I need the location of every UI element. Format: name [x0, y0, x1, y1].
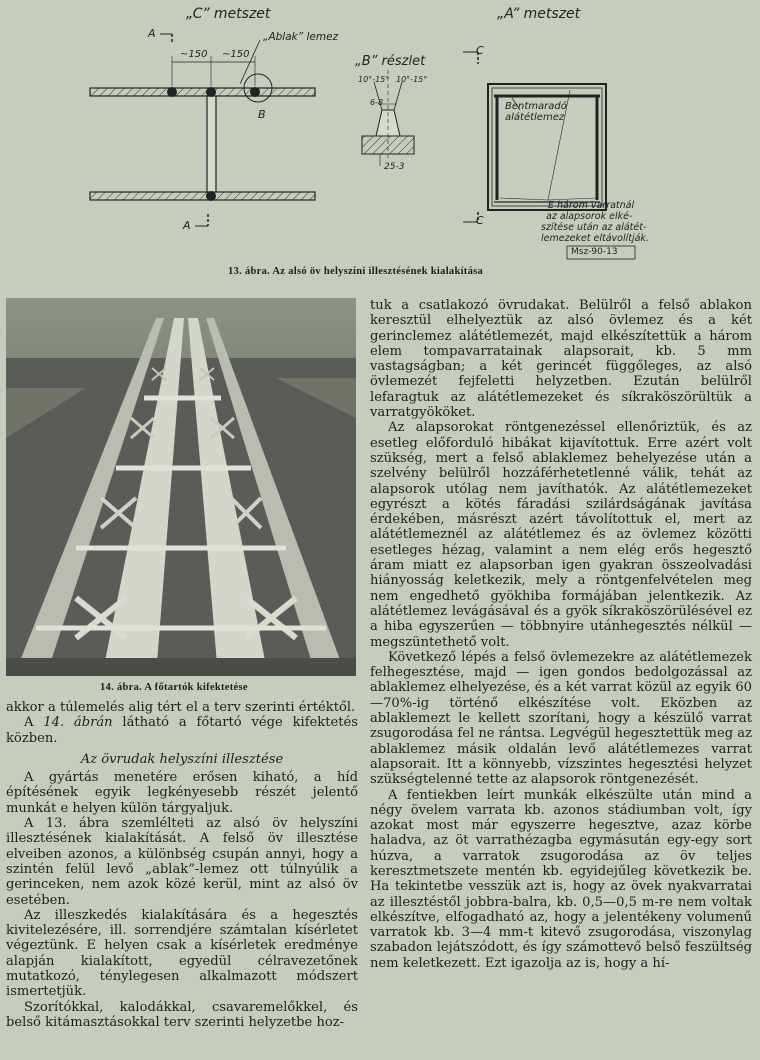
angle-right-label: 10°-15° [396, 75, 428, 84]
marker-a-bottom: A [183, 219, 191, 232]
paragraph: A fentiekben leírt munkák elkészülte után mind a négy övelem varrata kb. azonos stádiumban volt, így azokat most már egyszerre hegesztve, azaz körbe haladva, az öt varrathézagba egymásután egy-egy sort húzva, a varratok zsugorodása az öv teljes keresztmetszete mentén kb. egyidejűleg következik be. Ha tekintetbe vesszük azt is, hogy az övek nyakvarratai az illesztéstől jobbra-balra, kb. 0,5—0,5 m-re nem voltak elkészítve, elfogadható az, hogy a jelentékeny volumenű varratok kb. 3—4 mm-t kitevő zsugorodása, viszonylag szabadon lejátszódott, és így számottevő belső feszültség nem keletkezett. Ezt igazolja az is, hogy a hí- [370, 787, 752, 971]
right-column [370, 298, 752, 971]
weld-bottom [206, 191, 216, 201]
drawing-number: Msz-90-13 [571, 247, 618, 257]
weld-center [206, 87, 216, 97]
truss-photo-illustration [6, 298, 356, 676]
note-line-1: E három varratnál [548, 200, 635, 211]
c-section-title: „C” metszet [186, 6, 271, 22]
paragraph: Az illeszkedés kialakítására és a hegesztés kivitelezésére, ill. sorrendjére számtalan kísérletet végeztünk. E helyen csak a kísérletek eredménye alapján kialakított, egyedül célravezetőnek mutatkozó, ténylegesen alkalmazott módszert ismertetjük. [6, 907, 358, 1000]
figure-14-caption: 14. ábra. A főtartók kifektetése [100, 682, 248, 693]
figure-13 [0, 0, 760, 290]
note-line-4: lemezeket eltávolítják. [541, 233, 649, 244]
backing-label-1: Bentmaradó [505, 101, 567, 112]
paragraph-continuation: tuk a csatlakozó övrudakat. Belülről a felső ablakon keresztül elhelyeztük az alsó övlemez és a két gerinclemez alátétlemezét, majd elkészítettük a három elem tompavarratainak alapsorait, kb. 5 mm vastagságban; a két gerincét függőleges, az alsó övlemezét fejfeletti helyzetben. Ezután belülről lefaragtuk az alátétlemezeket és síkraköszörültük a varratgyököket. [370, 298, 752, 421]
b-detail-title: „B” részlet [355, 54, 426, 69]
weld-right [250, 87, 260, 97]
text-span: A [24, 715, 44, 731]
a-section-title: „A” metszet [497, 6, 581, 22]
marker-c-top: C [476, 44, 484, 57]
section-heading: Az övrudak helyszíni illesztése [80, 751, 284, 767]
figure-13-drawing [0, 0, 760, 290]
figure-reference: 14. ábrán [43, 715, 113, 731]
paragraph: Az alapsorokat röntgenezéssel ellenőriztük, és az esetleg előforduló hibákat kijavítottuk. Erre azért volt szükség, mert a felső ablaklemez behelyezése után a szelvény belülről hozzáférhetetlenné válik, tehát az alapsorok utólag nem javíthatók. Az alátétlemezeket egyrészt a kötés fáradási szilárdságának javítása érdekében, másrészt azért távolítottuk el, mert az alátétlemeznél az alátétlemez és az övlemez közötti esetleges hézag, valamint a nem elég erős hegesztő áram miatt ez alapsorban igen gyakran összeolvadási hiányosság keletkezik, mely a röntgenfelvételen meg nem engedhető gyökhiba formájában jelentkezik. Az alátétlemez levágásával és a gyök síkraköszörülésével ez a hiba egyszerűen — többnyire utánhegesztés nélkül — megszüntethető volt. [370, 420, 752, 650]
figure-13-caption: 13. ábra. Az alsó öv helyszíni illesztésének kialakítása [228, 266, 484, 277]
text-span: látható a főtartó vége kifektetés közben. [6, 715, 358, 746]
figure-14-photo [6, 298, 356, 676]
left-column [6, 700, 358, 1030]
marker-c-bottom: C [476, 214, 484, 227]
b-detail-drawing [362, 70, 414, 166]
paragraph: Következő lépés a felső övlemezekre az alátétlemezek felhegesztése, majd — igen gondos bedolgozással az ablaklemez elhelyezése, és a két varrat közül az egyik 60—70%-ig történő elkészítése volt. Eközben az ablaklemezt le kellett szorítani, hogy a készülő varrat zsugorodása fel ne rántsa. Legvégül hegesztettük meg az ablaklemez másik oldalán levő alátétlemezes varrat alapsorait. Itt a könnyebb, vízszintes hegesztési helyzet szükségtelenné tette az alapsorok röntgenezését. [370, 649, 752, 788]
c-section-top-flange [90, 88, 315, 96]
angle-left-label: 10°-15° [358, 75, 390, 84]
backing-size-label: 25-3 [384, 162, 405, 172]
paragraph: A 13. ábra szemlélteti az alsó öv helyszíni illesztésének kialakítását. A felső öv illesztése elveiben azonos, a különbség csupán annyi, hogy a szintén felül levő „ablak”-lemez ott túlnyúlik a gerinceken, nem azok közé kerül, mint az alsó öv esetében. [6, 816, 358, 908]
window-plate-label: „Ablak” lemez [263, 31, 339, 43]
dim-left-label: ~150 [180, 49, 208, 60]
paragraph-figure-14-ref [6, 715, 358, 746]
note-line-2: az alapsorok elké- [546, 211, 633, 222]
dim-right-label: ~150 [222, 49, 250, 60]
paragraph: A gyártás menetére erősen kiható, a híd építésének egyik legkényesebb részét jelentő munkát e helyen külön tárgyaljuk. [6, 770, 358, 816]
c-section-web [207, 96, 216, 192]
backing-label-2: alátétlemez [505, 112, 565, 123]
gap-label: 6-8 [370, 98, 384, 107]
marker-b: B [258, 108, 266, 121]
paragraph-continuation: akkor a túlemelés alig tért el a terv szerinti értéktől. [6, 700, 356, 715]
paragraph: Szorítókkal, kalodákkal, csavaremelőkkel, és belső kitámasztásokkal terv szerinti helyzetbe hoz- [6, 999, 358, 1030]
weld-left [167, 87, 177, 97]
note-line-3: szítése után az alátét- [541, 222, 647, 233]
c-section-bottom-flange [90, 192, 315, 200]
marker-a-top: A [148, 27, 156, 40]
